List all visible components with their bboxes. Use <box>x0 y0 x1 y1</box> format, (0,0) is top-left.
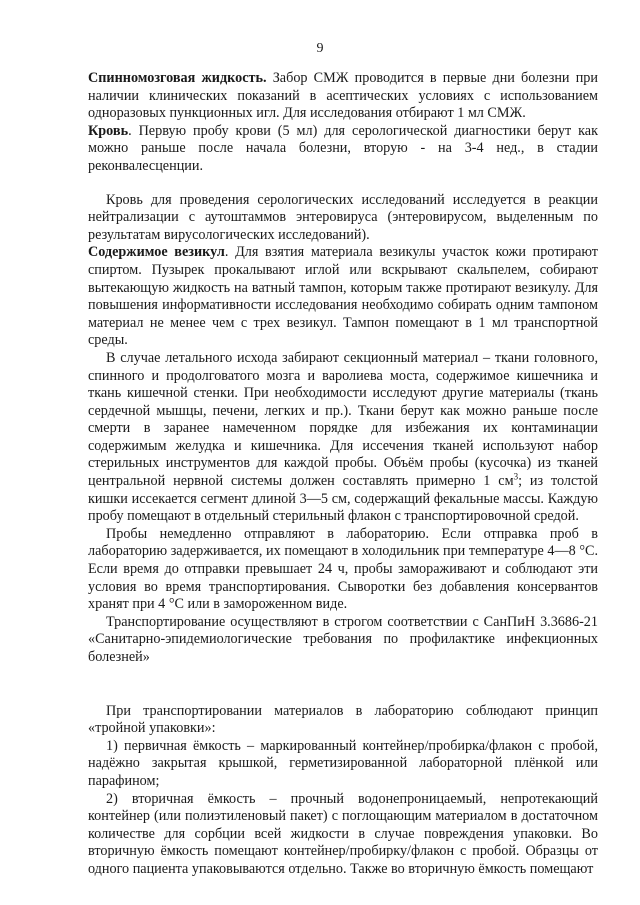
paragraph-csf: Спинномозговая жидкость. Забор СМЖ проводится в первые дни болезни при наличии клинических показаний в асептических условиях с использованием одноразовых пункционных игл. Для исследования отбирают 1 мл СМЖ. <box>88 70 598 122</box>
heading-csf: Спинномозговая жидкость. <box>88 70 267 86</box>
paragraph-lethal-outcome: В случае летального исхода забирают секционный материал – ткани головного, спинного и продолговатого мозга и варолиева моста, содержимое кишечника и ткань кишечной стенки. При необходимости исследуют другие материалы (ткань сердечной мышцы, печени, легких и пр.). Ткани берут как можно раньше после смерти в заранее намеченном порядке для избежания их контаминации содержимым желудка и кишечника. Для иссечения тканей используют набор стерильных инструментов для каждой пробы. Объём пробы (кусочка) из тканей центральной нервной системы должен составлять примерно 1 $см^3$; из толстой кишки иссекается сегмент длиной 3—5 см, содержащий фекальные массы. Каждую пробу помещают в отдельный стерильный флакон с транспортировочной средой. <box>88 349 598 525</box>
paragraph-blood: Кровь. Первую пробу крови (5 мл) для серологической диагностики берут как можно раньше после начала болезни, вторую - на 3-4 нед., в стадии реконвалесценции. <box>88 122 598 174</box>
heading-blood: Кровь <box>88 122 129 139</box>
list-item-secondary-container: 2) вторичная ёмкость – прочный водонепроницаемый, непротекающий контейнер (или полиэтиленовый пакет) с поглощающим материалом в достаточном количестве для сорбции всей жидкости в случае повреждения упаковки. Во вторичную ёмкость помещают контейнер/пробирку/флакон с пробой. Образцы от одного пациента упаковываются отдельно. Также во вторичную ёмкость помещают <box>88 790 598 877</box>
paragraph-sample-sending: Пробы немедленно отправляют в лабораторию. Если отправка проб в лабораторию задерживается, их помещают в холодильник при температуре 4—8 °С. Если время до отправки превышает 24 ч, пробы замораживают и соблюдают эти условия во время транспортирования. Сыворотки без добавления консервантов хранят при 4 °С или в замороженном виде. <box>88 525 598 613</box>
document-body <box>88 70 598 879</box>
heading-vesicles: Содержимое везикул <box>88 244 225 261</box>
list-item-primary-container: 1) первичная ёмкость – маркированный контейнер/пробирка/флакон с пробой, надёжно закрытая крышкой, герметизированной лабораторной плёнкой или парафином; <box>88 737 598 789</box>
paragraph-triple-packaging: При транспортировании материалов в лабораторию соблюдают принцип «тройной упаковки»: <box>88 702 598 737</box>
page-number: 9 <box>316 41 324 56</box>
paragraph-transport-rules: Транспортирование осуществляют в строгом соответствии с СанПиН 3.3686-21 «Санитарно-эпидемиологические требования по профилактике инфекционных болезней» <box>88 613 598 665</box>
paragraph-vesicles: Содержимое везикул. Для взятия материала везикулы участок кожи протирают спиртом. Пузырек прокалывают иглой или вскрывают скальпелем, собирают вытекающую жидкость на ватный тампон, которым также протирают везикулу. Для повышения информативности исследования необходимо собирать одним тампоном материал не менее чем с трех везикул. Тампон помещают в 1 мл транспортной среды. <box>88 244 598 349</box>
paragraph-blood-serology: Кровь для проведения серологических исследований исследуется в реакции нейтрализации с аутоштаммов энтеровируса (энтеровирусом, выделенным по результатам вирусологических исследований). <box>88 191 598 243</box>
